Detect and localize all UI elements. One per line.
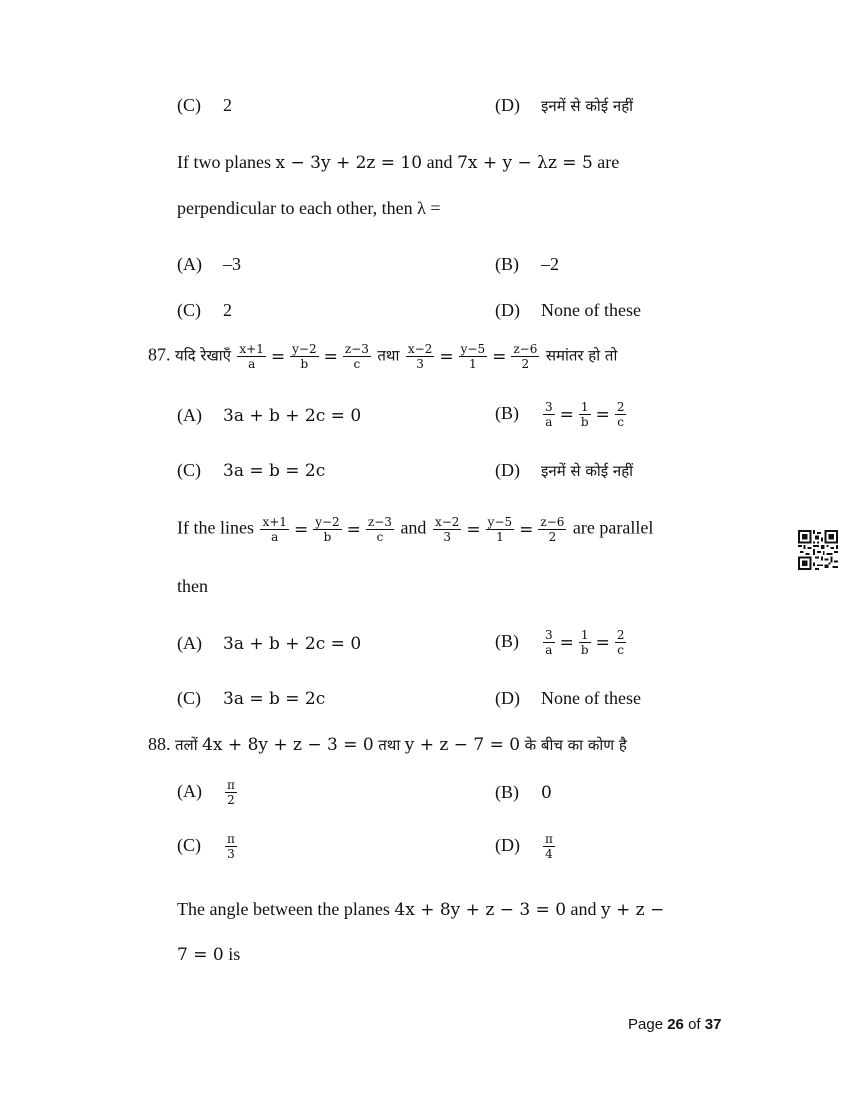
- qr-code-icon: [798, 530, 838, 570]
- fraction: $\frac{z-3}{c}$: [344, 342, 369, 371]
- q87-hi-option-d: (D) इनमें से कोई नहीं: [495, 460, 634, 480]
- q87-hi-option-c: (C) 3a = b = 2c: [177, 460, 326, 481]
- q87-en-question: If the lines $\frac{x+1}{a}$ = $\frac{y-2}{b}$ = $\frac{z-3}{c}$ and $\frac{x-2}{3}$ = $\frac{y-5}{1}$ = $\frac{z-6}{2}$ are parallel: [177, 515, 654, 544]
- q88-option-d: (D) $\frac{\pi}{4}$: [495, 832, 553, 861]
- q87-hi-option-b: (B) $\frac{3}{a}$ = $\frac{1}{b}$ = $\frac{2}{c}$: [495, 400, 625, 429]
- q87-hi-option-a: (A) 3a + b + 2c = 0: [177, 405, 362, 426]
- fraction: $\frac{x-2}{3}$: [407, 342, 433, 371]
- q87-en-option-a: (A) 3a + b + 2c = 0: [177, 633, 362, 654]
- q88-en-line1: The angle between the planes 4x + 8y + z − 3 = 0 and y + z −: [177, 899, 665, 920]
- q88-en-line2: 7 = 0 is: [177, 944, 241, 965]
- fraction: $\frac{z-6}{2}$: [513, 342, 538, 371]
- q87-en-option-b: (B) $\frac{3}{a}$ = $\frac{1}{b}$ = $\frac{2}{c}$: [495, 628, 625, 657]
- q88-option-b: (B) 0: [495, 782, 552, 803]
- q87-hi-question: 87. यदि रेखाएँ $\frac{x+1}{a}$ = $\frac{y-2}{b}$ = $\frac{z-3}{c}$ तथा $\frac{x-2}{3}$ = $\frac{y-5}{1}$ = $\frac{z-6}{2}$ समांतर हो तो: [148, 342, 618, 371]
- fraction: $\frac{y-2}{b}$: [292, 342, 317, 371]
- q86-en-line1: If two planes x − 3y + 2z = 10 and 7x + y − λz = 5 are: [177, 152, 620, 173]
- q88-option-a: (A) $\frac{\pi}{2}$: [177, 778, 235, 807]
- q88-hi-question: 88. तलों 4x + 8y + z − 3 = 0 तथा y + z − 7 = 0 के बीच का कोण है: [148, 734, 627, 755]
- q87-en-then: then: [177, 576, 208, 596]
- q87-en-option-d: (D) None of these: [495, 688, 641, 708]
- q87-en-option-c: (C) 3a = b = 2c: [177, 688, 326, 709]
- fraction: $\frac{x+1}{a}$: [239, 342, 264, 371]
- q86-option-d: (D) None of these: [495, 300, 641, 320]
- q88-option-c: (C) $\frac{\pi}{3}$: [177, 832, 235, 861]
- q86-option-b: (B) –2: [495, 254, 559, 274]
- q86-option-a: (A) –3: [177, 254, 241, 274]
- page-number: Page 26 of 37: [628, 1016, 722, 1033]
- q86-option-c: (C) 2: [177, 300, 232, 320]
- option-d: (D) इनमें से कोई नहीं: [495, 95, 634, 115]
- fraction: $\frac{y-5}{1}$: [460, 342, 486, 371]
- q86-en-line2: perpendicular to each other, then λ =: [177, 198, 441, 218]
- option-c: (C) 2: [177, 95, 232, 115]
